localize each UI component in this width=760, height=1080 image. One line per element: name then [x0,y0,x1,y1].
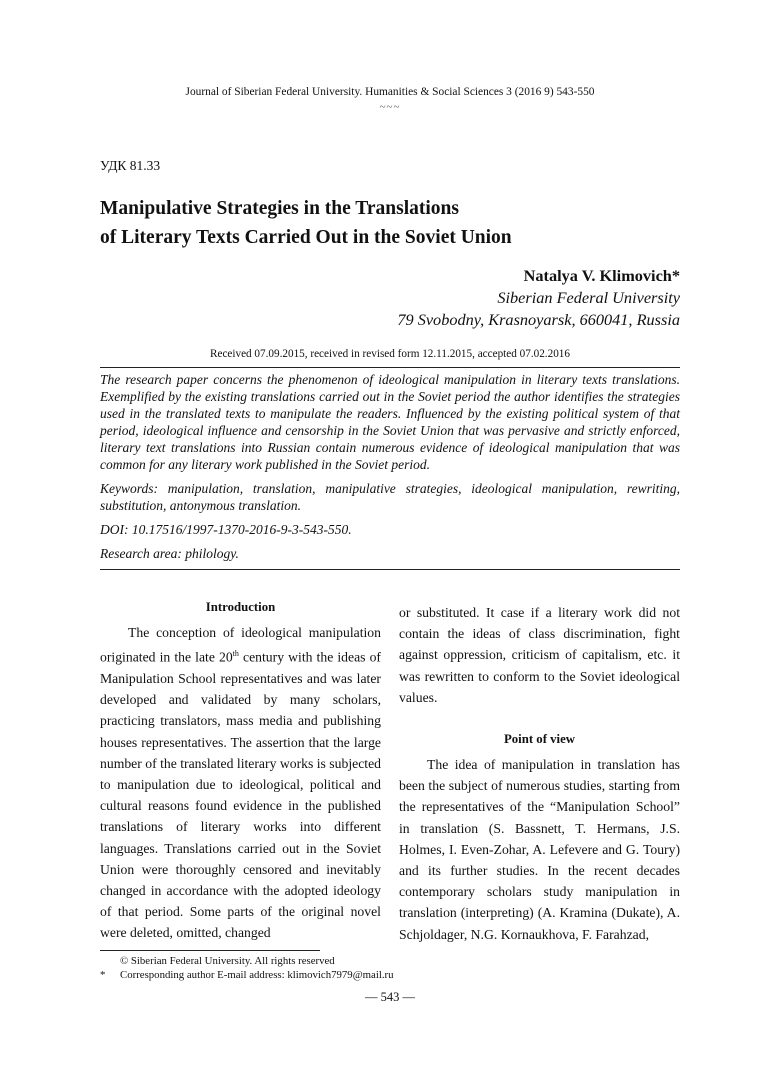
intro-text-part-1: The conception of ideological manipulation originated in the late 20 [100,625,381,665]
intro-text-part-2: century with the ideas of Manipulation School representatives and was later developed and validated by many scholars, practicing translators, mass media and publishing houses representatives. The assertion that the large number of the translated literary works is subjected to manipulation due to ideological, political and cultural reasons found evidence in the published translations of literary works into different languages. Translations carried out in the Soviet Union were thoroughly censored and inevitably changed in accordance with the adopted ideology of that period. Some parts of the original novel were deleted, omitted, changed [100,649,381,941]
left-column [100,598,381,944]
footnote-corresponding [100,968,680,982]
right-column [399,602,680,945]
continued-paragraph: or substituted. It case if a literary work did not contain the ideas of class discrimination, fight against oppression, criticism of capitalism, etc. it was rewritten to conform to the Soviet ideological values. [399,605,680,705]
doi: DOI: 10.17516/1997-1370-2016-9-3-543-550. [100,522,352,537]
page-number: — 543 — [365,990,415,1004]
author-affiliation: Siberian Federal University [497,288,680,307]
copyright-text: © Siberian Federal University. All rights reserved [120,955,335,967]
abstract-bottom-rule [100,569,680,570]
author-name: Natalya V. Klimovich* [523,266,680,285]
section-heading-point-of-view: Point of view [503,732,576,747]
intro-paragraph [100,622,381,944]
keywords: Keywords: manipulation, translation, manipulative strategies, ideological manipulation, rewriting, substitution, antonymous translation. [100,481,680,513]
title-line-1: Manipulative Strategies in the Translations [100,198,459,219]
paper-title [100,194,660,252]
intro-superscript: th [232,649,239,659]
footnote-rule [100,950,320,951]
footnotes [100,954,680,982]
abstract-top-rule [100,367,680,368]
abstract-text: The research paper concerns the phenomenon of ideological manipulation in literary texts translations. Exemplified by the existing translations carried out in the Soviet period the author identifies the strategies used in the translated texts to manipulate the readers. Influenced by the existing political system of that period, ideological influence and censorship in the Soviet Union that was pervasive and strictly enforced, literary text translations into Russian contain numerous evidence of ideological manipulation that was common for any literary work published in the Soviet period. [100,372,680,472]
point-of-view-paragraph: The idea of manipulation in translation has been the subject of numerous studies, starting from the representatives of the “Manipulation School” in translation (S. Bassnett, T. Hermans, J.S. Holmes, I. Even-Zohar, A. Lefevere and G. Toury) and its further studies. In the recent decades contemporary scholars study manipulation in translation (interpreting) (A. Kramina (Dukate), A. Schjoldager, N.G. Kornaukhova, F. Farahzad, [399,757,680,942]
corresponding-author-text: Corresponding author E-mail address: klimovich7979@mail.ru [120,969,394,981]
received-dates: Received 07.09.2015, received in revised form 12.11.2015, accepted 07.02.2016 [210,348,570,360]
research-area: Research area: philology. [100,546,239,561]
abstract-block [100,371,680,562]
title-line-2: of Literary Texts Carried Out in the Soviet Union [100,227,512,248]
footnote-star: * [100,969,106,981]
author-address: 79 Svobodny, Krasnoyarsk, 660041, Russia [397,310,680,329]
footnote-copyright [100,954,680,968]
udk-code: УДК 81.33 [100,158,161,173]
header-ornament: ~~~ [379,101,401,113]
author-block [397,265,680,331]
section-heading-introduction: Introduction [205,600,276,614]
journal-header: Journal of Siberian Federal University. Humanities & Social Sciences 3 (2016 9) 543-550 [185,86,595,98]
